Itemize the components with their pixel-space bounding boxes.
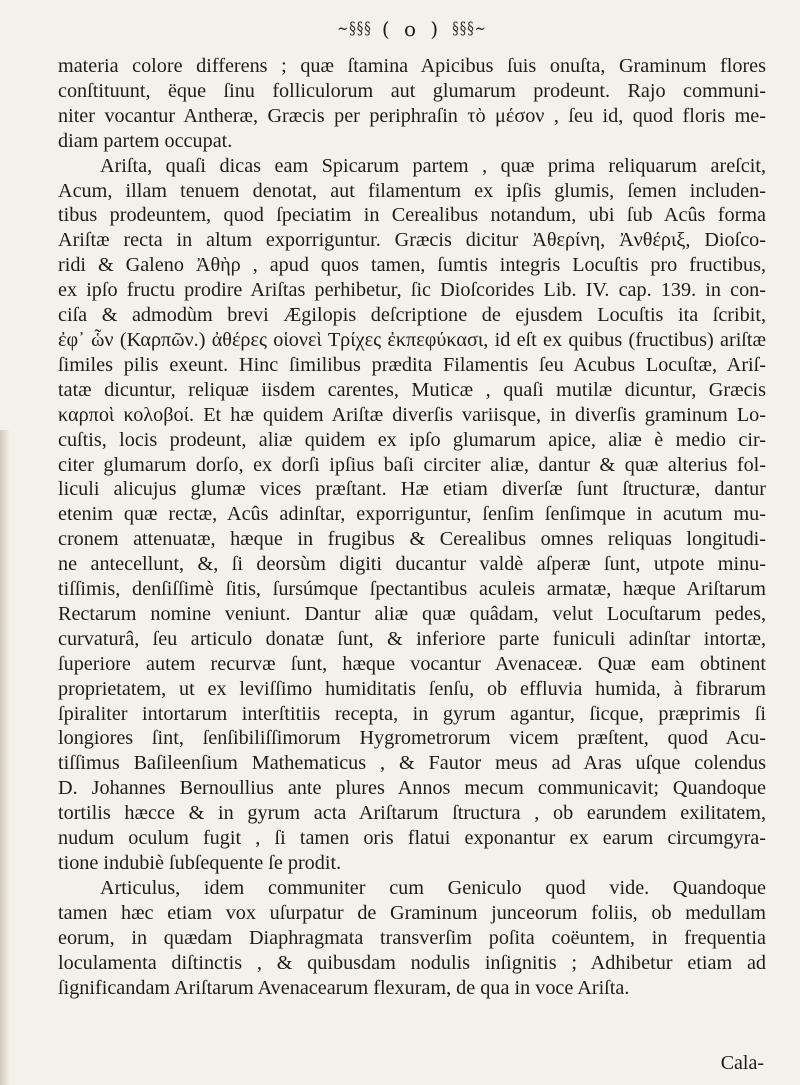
text-line: ex ipſo fructu prodire Ariſtas perhibetur, ſic Dioſcorides Lib. IV. cap. 139. in con- bbox=[58, 279, 766, 302]
text-line: tortilis hæcce & in gyrum acta Ariſtarum ſtructura , ob earundem exilitatem, bbox=[58, 802, 766, 825]
text-line: Rectarum nomine veniunt. Dantur aliæ quæ quâdam, velut Locuſtarum pedes, bbox=[58, 602, 766, 625]
text-line: tatæ dicuntur, reliquæ iisdem carentes, Muticæ , quaſi mutilæ dicuntur, Græcis bbox=[58, 378, 766, 401]
text-line: ciſa & admodùm brevi Ægilopis deſcriptione de ejusdem Locuſtis ita ſcribit, bbox=[58, 304, 766, 327]
text-line: D. Johannes Bernoullius ante plures Annos mecum communicavit; Quandoque bbox=[58, 777, 766, 800]
text-line: ridi & Galeno Ἀθὴρ , apud quos tamen, ſumtis integris Locuſtis pro fructibus, bbox=[58, 254, 766, 277]
text-line: Ariſta, quaſi dicas eam Spicarum partem , quæ prima reliquarum areſcit, bbox=[100, 154, 766, 177]
text-line: ſuperiore autem recurvæ ſunt, hæque vocantur Avenaceæ. Quæ eam obtinent bbox=[58, 652, 766, 675]
text-line: καρποὶ κολοβοί. Et hæ quidem Ariſtæ diverſis variisque, in diverſis graminum Lo- bbox=[58, 403, 766, 426]
text-line: citer glumarum dorſo, ex dorſi ipſius baſi circiter aliæ, dantur & quæ alterius fol- bbox=[58, 453, 766, 476]
text-line: curvaturâ, ſeu articulo donatæ ſunt, & inferiore parte funiculi adinſtar intortæ, bbox=[58, 627, 766, 650]
text-line: conſtituunt, ëque ſinu folliculorum aut glumarum prodeunt. Rajo communi- bbox=[58, 79, 766, 102]
text-line: materia colore differens ; quæ ſtamina Apicibus ſuis onuſta, Graminum flores bbox=[58, 55, 766, 77]
text-line: ne antecellunt, &, ſi deorsùm digiti ducantur valdè aſperæ ſunt, utpote minu- bbox=[58, 553, 766, 576]
text-line: cronem attenuatæ, hæque in frugibus & Cerealibus omnes reliquas longitudi- bbox=[58, 528, 766, 551]
text-line: tione indubiè ſubſequente ſe prodit. bbox=[58, 852, 342, 874]
text-line: tamen hæc etiam vox uſurpatur de Graminum junceorum foliis, ob medullam bbox=[58, 901, 766, 924]
text-line: eorum, in quædam Diaphragmata transverſim poſita coëuntem, in frequentia bbox=[58, 926, 766, 949]
catchword: Cala- bbox=[720, 1052, 764, 1074]
page-header bbox=[58, 14, 766, 44]
text-line: etenim quæ rectæ, Acûs adinſtar, exporriguntur, ſenſim ſenſimque in acutum mu- bbox=[58, 503, 766, 526]
text-body bbox=[58, 54, 766, 1000]
text-line: ſignificandam Ariſtarum Avenacearum flexuram, de qua in voce Ariſta. bbox=[58, 976, 630, 999]
text-line: niter vocantur Antheræ, Græcis per periphraſin τὸ μέσον , ſeu id, quod floris me- bbox=[58, 104, 766, 127]
ornament-right-icon: §§§~ bbox=[452, 19, 487, 39]
text-line: loculamenta diſtinctis , & quibusdam nodulis inſignitis ; Adhibetur etiam ad bbox=[58, 951, 766, 974]
text-line: tiſſimis, denſiſſimè ſitis, ſursúmque ſpectantibus aculeis armatæ, hæque Ariſtarum bbox=[58, 578, 766, 601]
ornament-left-icon: ~§§§ bbox=[337, 19, 372, 39]
text-line: tiſſimus Baſileenſium Mathematicus , & Fautor meus ad Aras uſque colendus bbox=[58, 752, 766, 775]
text-line: ſpiraliter intortarum interſtitiis recepta, in gyrum agantur, ſicque, præprimis ſi bbox=[58, 702, 766, 725]
text-line: Ariſtæ recta in altum exporriguntur. Græcis dicitur Ἀθερίνη, Ἀνθέριξ, Dioſco- bbox=[58, 229, 766, 252]
text-line: proprietatem, ut ex leviſſimo humiditatis ſenſu, ob effluvia humida, à fibrarum bbox=[58, 677, 766, 700]
text-line: longiores ſint, ſenſibiliſſimorum Hygrometrorum vicem præſtent, quod Acu- bbox=[58, 727, 766, 750]
text-line: liculi alicujus glumæ vices præſtant. Hæ etiam diverſæ ſunt ſtructuræ, dantur bbox=[58, 478, 766, 501]
text-line: ἐφ᾽ ὧν (Καρπῶν.) ἀθέρες οἱονεὶ Τρίχες ἐκπεφύκασι, id eſt ex quibus (fructibus) ariſtæ bbox=[58, 328, 766, 351]
page-folio: ( o ) bbox=[381, 17, 443, 41]
text-line: nudum oculum fugit , ſi tamen oris flatui exponantur ex earum circumgyra- bbox=[58, 827, 766, 850]
text-line: diam partem occupat. bbox=[58, 129, 233, 152]
text-line: tibus prodeuntem, quod ſpeciatim in Cerealibus notandum, ubi ſub Acûs forma bbox=[58, 204, 766, 227]
text-line: Articulus, idem communiter cum Geniculo quod vide. Quandoque bbox=[100, 876, 766, 899]
text-line: Acum, illam tenuem denotat, aut filamentum ex ipſis glumis, ſemen includen- bbox=[58, 179, 766, 202]
text-line: cuſtis, locis prodeunt, aliæ quidem ex ipſo glumarum apice, aliæ è medio cir- bbox=[58, 428, 766, 451]
text-line: ſimiles pilis exeunt. Hinc ſimilibus prædita Filamentis ſeu Acubus Locuſtæ, Ariſ- bbox=[58, 353, 766, 376]
